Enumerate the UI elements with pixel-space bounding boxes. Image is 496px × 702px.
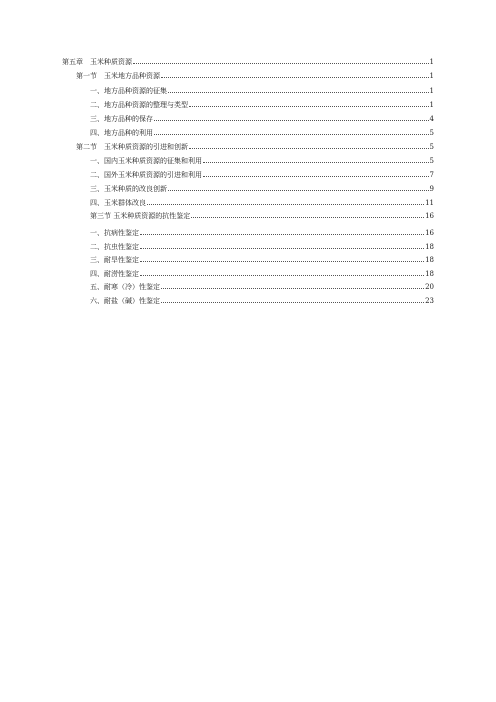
toc-entry-title: 第三节 玉米种质资源的抗性鉴定 [90,212,191,220]
toc-leader-dots [189,142,429,149]
toc-entry-page: 9 [429,185,434,193]
toc-leader-dots [147,198,424,205]
toc-entry-item[interactable] [90,228,434,238]
toc-entry-title: 二、地方品种资源的整理与类型 [90,101,188,109]
toc-entry-title: 第一节 玉米地方品种资源 [76,72,160,80]
toc-entry-page: 11 [425,199,434,207]
toc-entry-page: 5 [429,143,434,151]
toc-leader-dots [168,184,429,191]
toc-entry-title: 三、玉米种质的改良创新 [90,185,167,193]
toc-entry-page: 1 [429,72,434,80]
toc-entry-page: 1 [429,58,434,66]
toc-leader-dots [203,170,429,177]
toc-leader-dots [161,71,429,78]
toc-entry-page: 18 [425,243,434,251]
toc-entry-page: 7 [429,171,434,179]
toc-entry-page: 1 [429,101,434,109]
toc-entry-title: 四、耐涝性鉴定 [90,270,139,278]
toc-entry-item[interactable] [90,198,434,208]
toc-entry-item[interactable] [90,128,434,138]
toc-entry-title: 三、地方品种的保存 [90,115,153,123]
toc-entry-item[interactable] [90,184,434,194]
toc-entry-page: 1 [429,87,434,95]
toc-entry-item[interactable] [90,156,434,166]
toc-leader-dots [191,211,424,218]
toc-entry-item[interactable] [90,170,434,180]
toc-entry-page: 20 [425,283,434,291]
toc-entry-item[interactable] [90,269,434,279]
toc-entry-item[interactable] [90,255,434,265]
toc-leader-dots [140,255,424,262]
toc-entry-page: 5 [429,157,434,165]
toc-entry-item[interactable] [90,114,434,124]
toc-entry-page: 4 [429,115,434,123]
toc-entry-page: 16 [425,229,434,237]
toc-entry-item[interactable] [90,296,434,306]
toc-leader-dots [168,86,429,93]
toc-entry-item[interactable] [90,86,434,96]
toc-leader-dots [161,282,424,289]
toc-entry-item[interactable] [90,282,434,292]
toc-leader-dots [203,156,429,163]
toc-entry-page: 16 [425,212,434,220]
toc-leader-dots [154,128,429,135]
toc-entry-title: 四、地方品种的利用 [90,129,153,137]
toc-entry-chapter-5[interactable] [62,57,434,67]
toc-entry-title: 二、抗虫性鉴定 [90,243,139,251]
toc-entry-title: 一、国内玉米种质资源的征集和利用 [90,157,202,165]
toc-leader-dots [140,242,424,249]
toc-entry-title: 四、玉米群体改良 [90,199,146,207]
toc-entry-item[interactable] [90,242,434,252]
toc-entry-section-3[interactable] [90,211,434,221]
toc-leader-dots [189,100,429,107]
toc-entry-section-1[interactable] [76,71,434,81]
toc-entry-title: 一、地方品种资源的征集 [90,87,167,95]
toc-entry-title: 六、耐盐（碱）性鉴定 [90,297,160,305]
toc-entry-title: 第二节 玉米种质资源的引进和创新 [76,143,188,151]
toc-leader-dots [133,57,429,64]
toc-entry-section-2[interactable] [76,142,434,152]
toc-entry-title: 一、抗病性鉴定 [90,229,139,237]
toc-leader-dots [140,228,424,235]
toc-entry-title: 二、国外玉米种质资源的引进和利用 [90,171,202,179]
toc-entry-title: 五、耐寒（冷）性鉴定 [90,283,160,291]
toc-entry-title: 三、耐旱性鉴定 [90,256,139,264]
toc-entry-item[interactable] [90,100,434,110]
toc-leader-dots [140,269,424,276]
toc-leader-dots [161,296,424,303]
toc-entry-page: 5 [429,129,434,137]
toc-entry-page: 18 [425,256,434,264]
toc-entry-page: 23 [425,297,434,305]
toc-leader-dots [154,114,429,121]
toc-entry-title: 第五章 玉米种质资源 [62,58,132,66]
toc-entry-page: 18 [425,270,434,278]
